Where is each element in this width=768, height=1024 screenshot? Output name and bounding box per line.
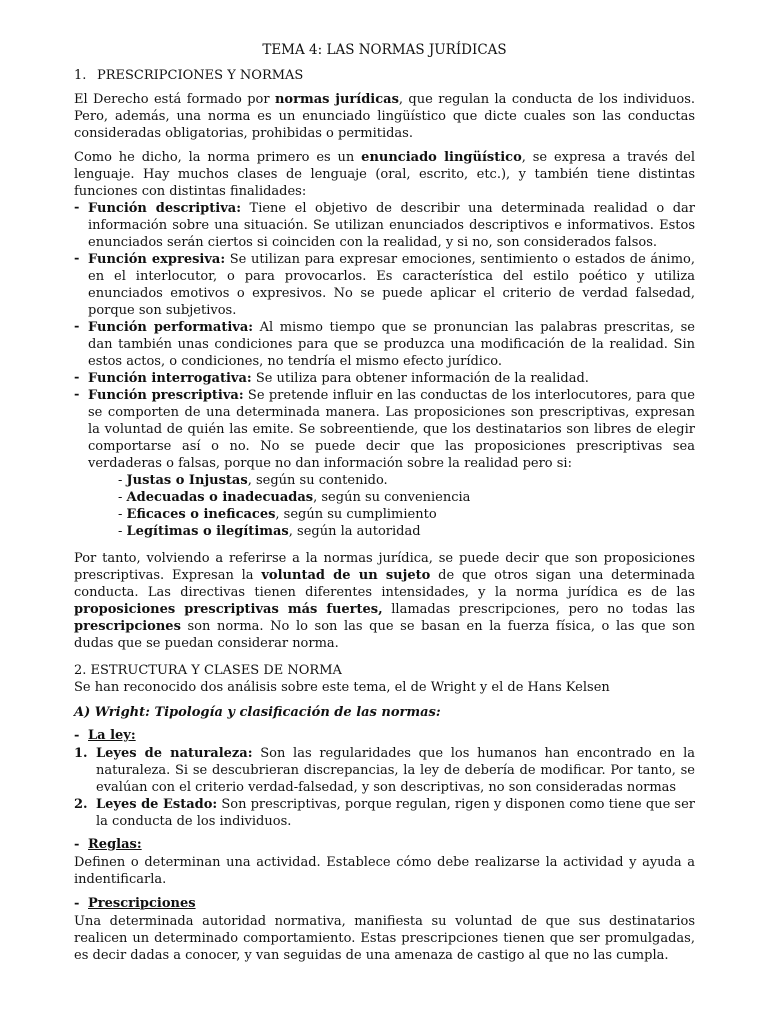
text-run: de que otros sigan una determinada conducta. Las directivas tienen diferentes intensidades, y la norma jurídica es de las — [74, 568, 695, 600]
paragraph-conclusion — [74, 550, 695, 652]
paragraph-section-2-intro: Se han reconocido dos análisis sobre este tema, el de Wright y el de Hans Kelsen — [74, 680, 610, 695]
quality-text: , según su contenido. — [247, 473, 388, 488]
quality-prefix: - — [118, 490, 127, 505]
ley-label: Leyes de naturaleza: — [96, 746, 253, 761]
paragraph-enunciado — [74, 149, 695, 200]
function-text: Tiene el objetivo de describir una determinada realidad o dar información sobre una situación. Se utilizan enunciados descriptivos e informativos. Estos enunciados serán ciertos si coinciden con la realidad, y si no, son considerados falsos. — [88, 201, 695, 250]
quality-label: Legítimas o ilegítimas — [126, 524, 289, 539]
text-run: Por tanto, volviendo a referirse a la normas jurídica, se puede decir que son proposiciones prescriptivas. Expresan la — [74, 551, 695, 583]
document-content — [74, 40, 695, 971]
quality-label: Adecuadas o inadecuadas — [126, 490, 314, 505]
dash-marker: - — [74, 896, 80, 911]
dash-marker: - — [74, 728, 80, 743]
section-1-heading — [74, 67, 695, 84]
ley-item-naturaleza — [74, 745, 695, 796]
dash-marker: - — [74, 837, 80, 852]
quality-item — [118, 506, 695, 523]
text-run: , que regulan la conducta de los individuos. Pero, además, una norma es un enunciado lingüístico que dicte cuales son las conductas consideradas obligatorias, prohibidas o permitidas. — [74, 92, 696, 141]
text-run: llamadas prescripciones, pero no todas las — [382, 602, 695, 617]
quality-text: , según la autoridad — [288, 524, 421, 539]
prescriptive-qualities-list — [74, 472, 695, 540]
ley-label: Leyes de Estado: — [96, 797, 218, 812]
item-number: 1. — [74, 746, 88, 761]
bold-term: proposiciones prescriptivas más fuertes, — [74, 602, 383, 617]
function-label: Función expresiva: — [88, 252, 226, 267]
quality-label: Eficaces o ineficaces — [126, 507, 276, 522]
ley-title: La ley: — [88, 728, 136, 743]
function-text: Se utilizan para expresar emociones, sentimiento o estados de ánimo, en el interlocutor, o para provocarlos. Es característica del estilo poético y utiliza enunciados emotivos o expresivos. No se puede aplicar el criterio de verdad falsedad, porque son subjetivos. — [88, 252, 695, 318]
function-label: Función prescriptiva: — [88, 388, 244, 403]
reglas-title: Reglas: — [88, 837, 142, 852]
text-run: El Derecho está formado por — [74, 92, 275, 107]
bold-term: normas jurídicas — [274, 92, 399, 107]
function-item-expresiva — [74, 251, 695, 319]
prescripciones-title: Prescripciones — [88, 896, 196, 911]
paragraph-reglas: Definen o determinan una actividad. Establece cómo debe realizarse la actividad y ayuda a indentificarla. — [74, 855, 695, 887]
ley-item-estado — [74, 796, 695, 830]
quality-prefix: - — [118, 507, 127, 522]
function-item-performativa — [74, 319, 695, 370]
function-label: Función descriptiva: — [88, 201, 241, 216]
functions-list — [74, 200, 695, 472]
quality-item — [118, 472, 695, 489]
quality-text: , según su conveniencia — [313, 490, 471, 505]
bold-term: voluntad de un sujeto — [261, 568, 431, 583]
function-text: Se pretende influir en las conductas de los interlocutores, para que se comporten de una determinada manera. Las proposiciones son prescriptivas, expresan la voluntad de quién las emite. Se sobreentiende, que los destinatarios son libres de elegir comportarse así o no. No se puede decir que las proposiciones prescriptivas sea verdaderas o falsas, porque no dan información sobre la realidad pero si: — [88, 388, 695, 471]
section-1-title: PRESCRIPCIONES Y NORMAS — [97, 68, 304, 83]
subsection-a-heading: A) Wright: Tipología y clasificación de las normas: — [74, 705, 441, 720]
ley-list — [74, 745, 695, 830]
bold-term: enunciado lingüístico — [361, 150, 522, 165]
ley-text: Son prescriptivas, porque regulan, rigen y disponen como tiene que ser la conducta de los individuos. — [96, 797, 695, 829]
prescripciones-heading — [74, 895, 695, 912]
bold-term: prescripciones — [74, 619, 181, 634]
text-run: son norma. No lo son las que se basan en la fuerza física, o las que son dudas que se puedan considerar norma. — [74, 619, 695, 651]
function-item-interrogativa — [74, 370, 695, 387]
function-text: Se utiliza para obtener información de la realidad. — [251, 371, 589, 386]
ley-text: Son las regularidades que los humanos han encontrado en la naturaleza. Si se descubrieran discrepancias, la ley de debería de modificar. Por tanto, se evalúan con el criterio verdad-falsedad, y son descriptivas, no son consideradas normas — [96, 746, 695, 795]
quality-prefix: - — [118, 524, 127, 539]
ley-heading — [74, 727, 695, 744]
quality-text: , según su cumplimiento — [275, 507, 437, 522]
function-label: Función performativa: — [88, 320, 254, 335]
quality-label: Justas o Injustas — [126, 473, 248, 488]
function-text: Al mismo tiempo que se pronuncian las palabras prescritas, se dan también unas condiciones para que se produzca una modificación de la realidad. Sin estos actos, o condiciones, no tendría el mismo efecto jurídico. — [88, 320, 695, 369]
quality-item — [118, 523, 695, 540]
function-label: Función interrogativa: — [88, 371, 252, 386]
text-run: Como he dicho, la norma primero es un — [74, 150, 362, 165]
text-run: , se expresa a través del lenguaje. Hay muchos clases de lenguaje (oral, escrito, etc.), y también tiene distintas funciones con distintas finalidades: — [74, 150, 695, 199]
paragraph-intro — [74, 91, 695, 142]
paragraph-prescripciones: Una determinada autoridad normativa, manifiesta su voluntad de que sus destinatarios realicen un determinado comportamiento. Estas prescripciones tienen que ser promulgadas, es decir dadas a conocer, y van seguidas de una amenaza de castigo al que no las cumpla. — [74, 914, 695, 963]
quality-prefix: - — [118, 473, 127, 488]
page-title: TEMA 4: LAS NORMAS JURÍDICAS — [262, 42, 507, 58]
reglas-heading — [74, 836, 695, 853]
function-item-descriptiva — [74, 200, 695, 251]
item-number: 2. — [74, 797, 88, 812]
section-2-heading: 2. ESTRUCTURA Y CLASES DE NORMA — [74, 663, 342, 678]
section-1-number: 1. — [74, 68, 87, 83]
function-item-prescriptiva — [74, 387, 695, 472]
quality-item — [118, 489, 695, 506]
